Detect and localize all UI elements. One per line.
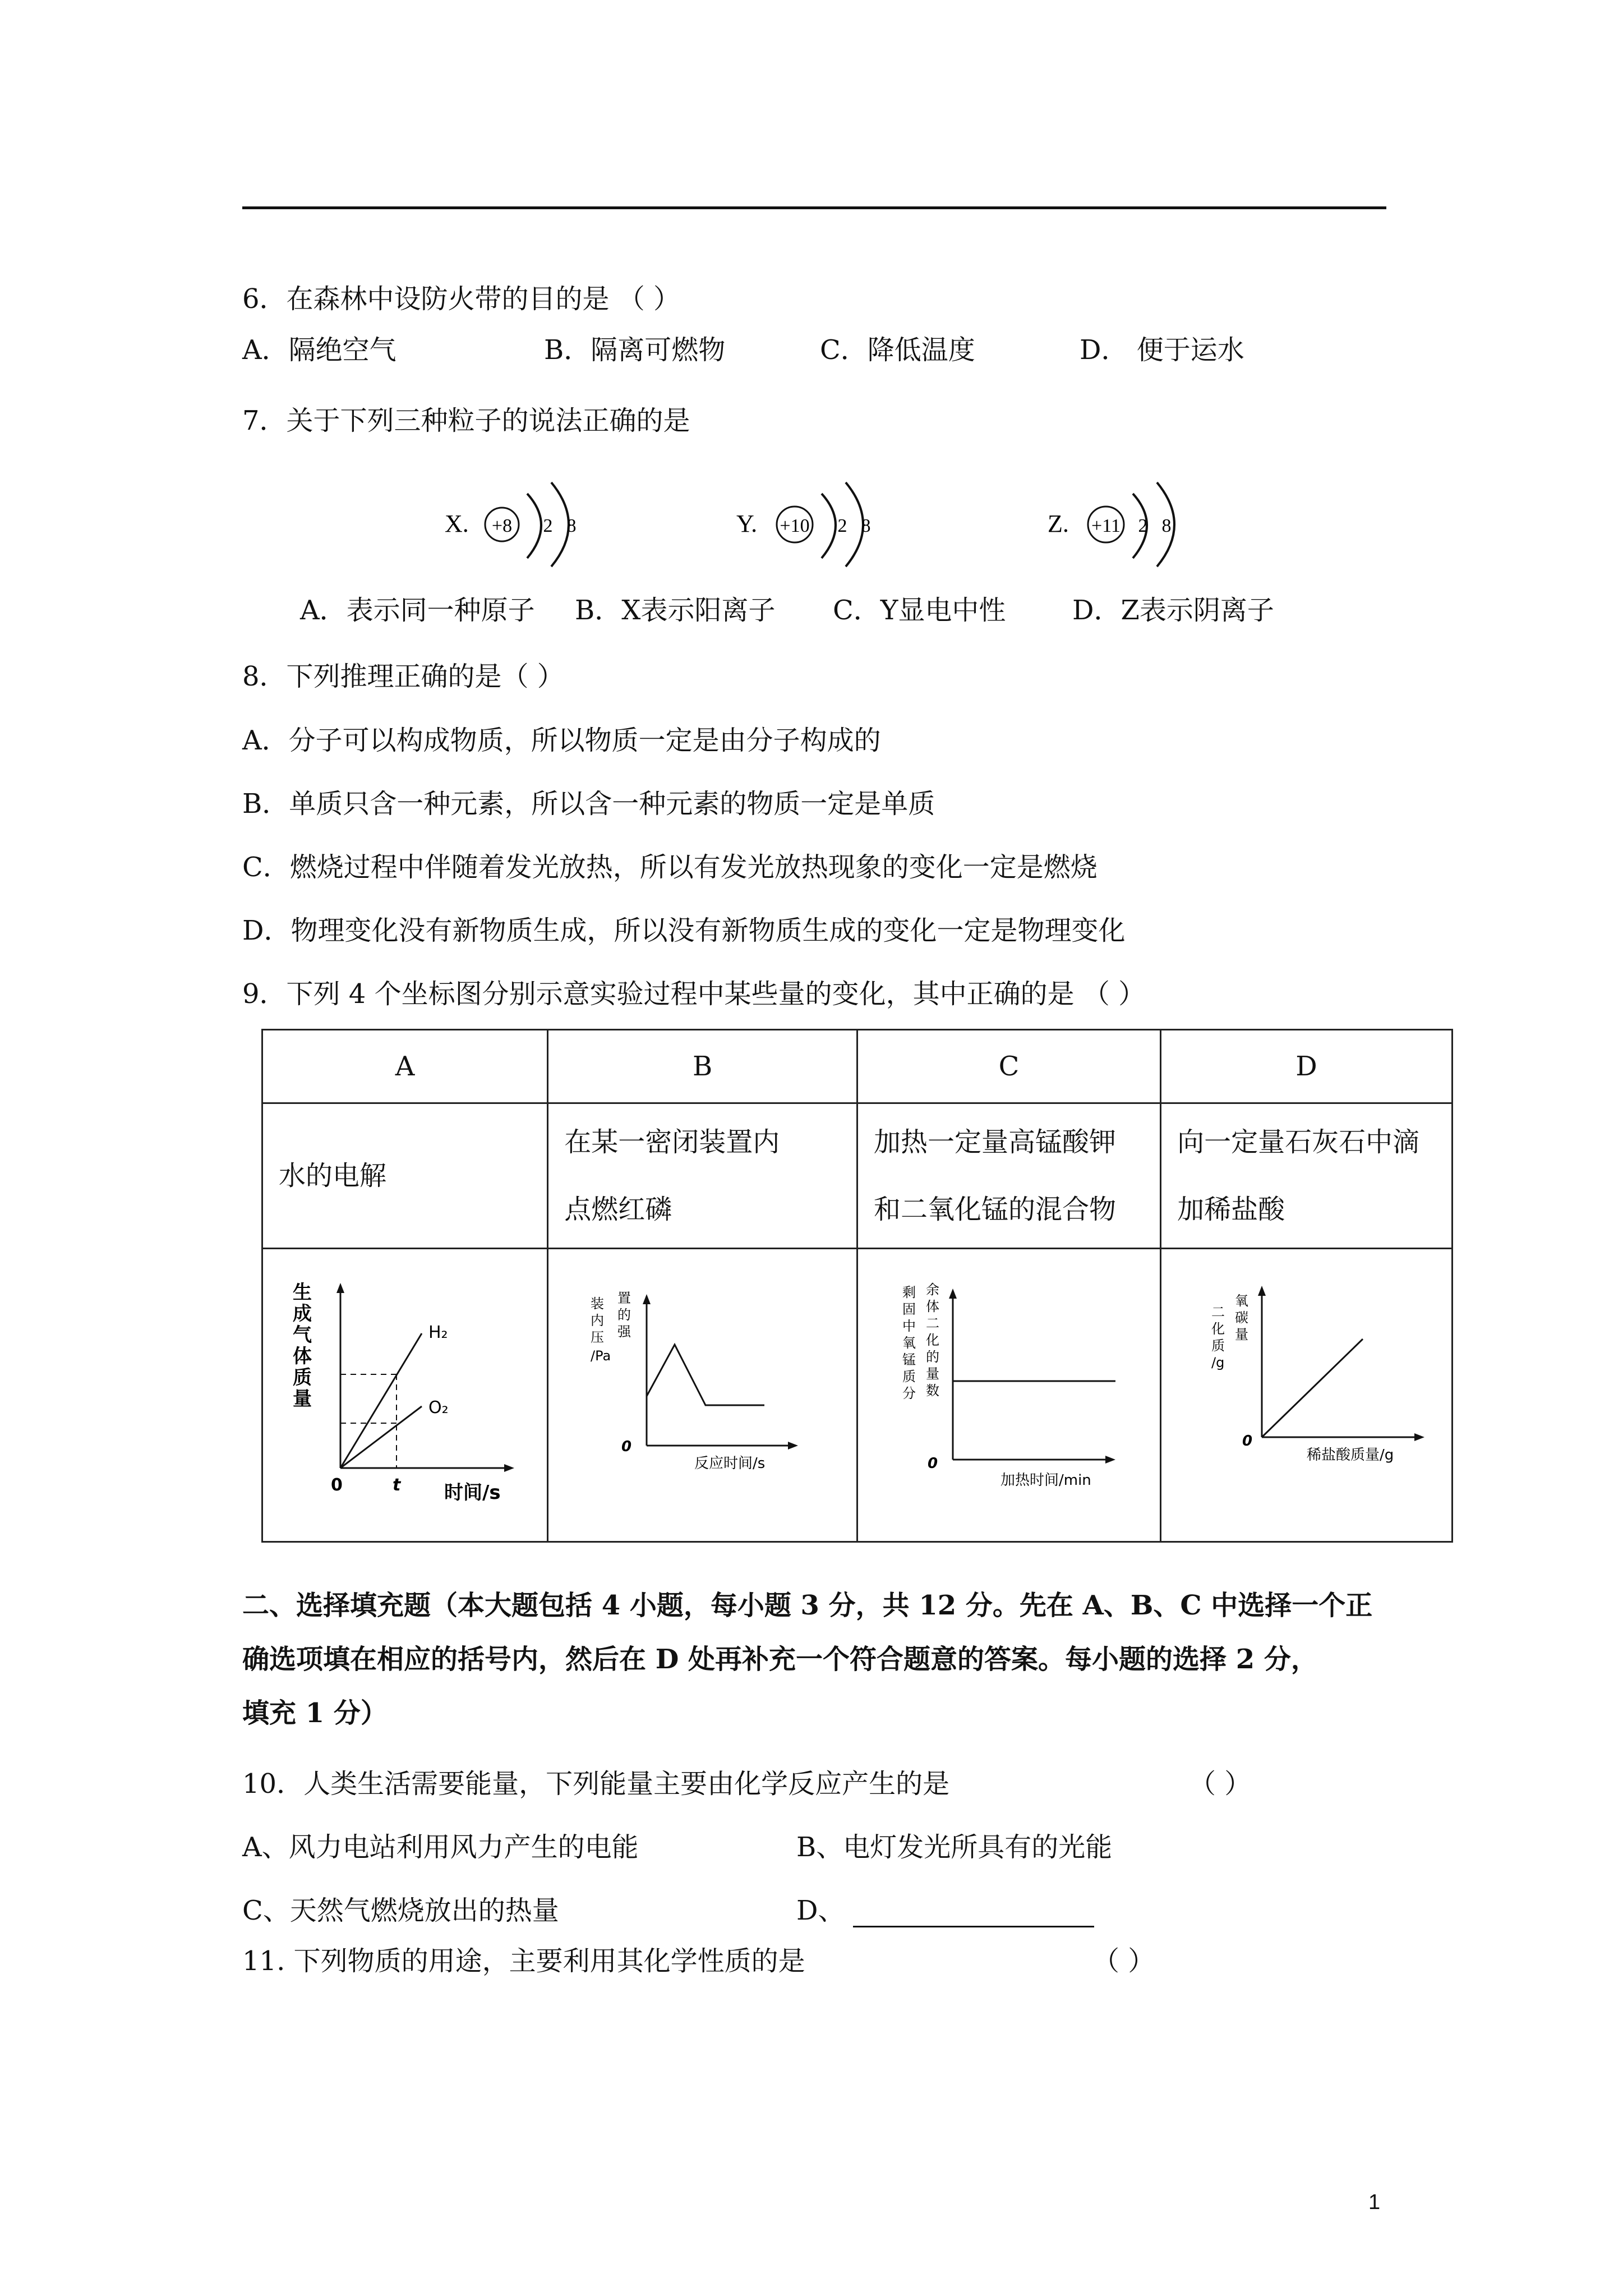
q9-desc-a: [262, 1103, 548, 1249]
graph-c-ylabel-l7: 分: [902, 1386, 916, 1401]
particle-y-shell1: 2: [837, 516, 847, 536]
graph-a-electrolysis: [282, 1266, 528, 1524]
q7-option-a: A．表示同一种原子: [300, 595, 535, 626]
graph-c-ylabel-r6: 量: [926, 1366, 940, 1382]
graph-c-ylabel-l5: 锰: [902, 1352, 916, 1368]
section2-heading-line1: 二、选择填充题（本大题包括 4 小题，每小题 3 分，共 12 分。先在 A、B、C 中选择一个正: [242, 1590, 1373, 1621]
q7-stem: 7．关于下列三种粒子的说法正确的是: [242, 405, 690, 436]
q9-desc-c-line2: 和二氧化锰的混合物: [873, 1194, 1116, 1225]
q8-option-b: B．单质只含一种元素，所以含一种元素的物质一定是单质: [242, 788, 935, 820]
graph-a-h2-label: H₂: [428, 1323, 448, 1342]
q9-desc-d-line2: 加稀盐酸: [1177, 1194, 1285, 1225]
q9-header-a: A: [262, 1030, 548, 1103]
particle-y-shell2: 8: [861, 516, 871, 536]
q9-graph-c-cell: [857, 1249, 1160, 1542]
graph-c-ylabel-l6: 质: [902, 1369, 916, 1384]
graph-a-ylabel-4: 体: [293, 1345, 312, 1368]
section2-heading-line3: 填充 1 分）: [242, 1697, 388, 1729]
graph-d-ylabel-l3: 质: [1211, 1338, 1225, 1354]
graph-c-ylabel-l3: 中: [902, 1318, 916, 1334]
graph-b-ylabel-r1: 置: [617, 1290, 631, 1306]
q10-option-d: [796, 1894, 1094, 1927]
q6-option-d: D． 便于运水: [1080, 334, 1244, 366]
graph-a-ylabel-6: 量: [293, 1388, 312, 1410]
graph-b-ylabel-l3: 压: [590, 1329, 604, 1345]
q9-graph-d-cell: [1161, 1249, 1453, 1542]
particle-x-shell1: 2: [543, 516, 553, 536]
q8-option-a: A．分子可以构成物质，所以物质一定是由分子构成的: [242, 725, 881, 756]
graph-c-ylabel-l1: 剩: [902, 1285, 916, 1300]
q10-stem: 10．人类生活需要能量，下列能量主要由化学反应产生的是: [242, 1768, 950, 1800]
graph-b-yunit: /Pa: [590, 1348, 611, 1364]
graph-b-ylabel-l1: 装: [590, 1296, 604, 1312]
graph-d-ylabel-l2: 化: [1211, 1321, 1225, 1337]
q9-graph-b-cell: [548, 1249, 857, 1542]
q8-stem: 8．下列推理正确的是（ ）: [242, 661, 564, 692]
q11-answer-paren: （ ）: [1092, 1945, 1155, 1977]
graph-c-ylabel-l2: 固: [902, 1301, 916, 1317]
graph-d-co2-mass: [1178, 1266, 1436, 1524]
graph-c-ylabel-r3: 二: [926, 1315, 940, 1331]
graph-d-ylabel-l1: 二: [1211, 1304, 1225, 1320]
graph-a-origin: 0: [331, 1475, 343, 1495]
graph-b-ylabel-r3: 强: [617, 1324, 631, 1340]
atom-structure-z: [1043, 460, 1223, 574]
graph-b-ylabel-l2: 内: [590, 1313, 604, 1328]
q9-desc-b-line2: 点燃红磷: [564, 1194, 672, 1225]
graph-a-ylabel-2: 成: [293, 1303, 312, 1325]
q7-option-b: B．X表示阳离子: [575, 595, 776, 626]
q7-option-d: D．Z表示阴离子: [1072, 595, 1274, 626]
graph-a-o2-label: O₂: [428, 1398, 449, 1418]
page-number: 1: [1368, 2191, 1381, 2214]
q6-option-b: B．隔离可燃物: [544, 334, 726, 366]
graph-c-ylabel-r4: 化: [926, 1332, 940, 1348]
q7-option-c: C．Y显电中性: [833, 595, 1006, 626]
q10-answer-paren: （ ）: [1189, 1768, 1252, 1800]
particle-z-shell2: 8: [1161, 516, 1172, 536]
q9-desc-d: [1161, 1103, 1453, 1249]
q8-option-c: C．燃烧过程中伴随着发光放热，所以有发光放热现象的变化一定是燃烧: [242, 852, 1098, 883]
graph-a-ylabel-1: 生: [293, 1281, 312, 1304]
graph-d-ylabel-r3: 量: [1234, 1327, 1248, 1342]
graph-c-ylabel-r2: 体: [926, 1299, 940, 1314]
graph-b-origin: 0: [621, 1438, 631, 1455]
particle-x-shell2: 8: [566, 516, 577, 536]
graph-c-mno2-fraction: [880, 1266, 1138, 1524]
graph-c-ylabel-r5: 的: [926, 1349, 940, 1365]
graph-c-xlabel: 加热时间/min: [1000, 1472, 1091, 1489]
graph-a-t-mark: t: [393, 1475, 401, 1495]
particle-z-nucleus: +11: [1091, 516, 1121, 536]
q10-option-b: B、电灯发光所具有的光能: [796, 1832, 1113, 1863]
q9-header-d: D: [1161, 1030, 1453, 1103]
q9-graph-a-cell: [262, 1249, 548, 1542]
q9-desc-c-line1: 加热一定量高锰酸钾: [873, 1126, 1116, 1158]
graph-d-ylabel-r2: 碳: [1234, 1310, 1248, 1326]
q9-header-b: B: [548, 1030, 857, 1103]
q10-option-d-label: D、: [796, 1895, 845, 1926]
q9-desc-b: [548, 1103, 857, 1249]
particle-z-label: Z.: [1048, 510, 1069, 537]
graph-d-ylabel-r1: 氧: [1234, 1293, 1248, 1309]
q8-option-d: D．物理变化没有新物质生成，所以没有新物质生成的变化一定是物理变化: [242, 915, 1126, 946]
particle-x-nucleus: +8: [491, 516, 513, 536]
graph-b-pressure: [574, 1266, 832, 1524]
q9-options-table: [261, 1029, 1453, 1543]
graph-d-yunit: /g: [1211, 1355, 1224, 1370]
graph-a-xlabel: 时间/s: [444, 1481, 501, 1504]
q10-option-c: C、天然气燃烧放出的热量: [242, 1895, 559, 1926]
q9-desc-d-line1: 向一定量石灰石中滴: [1177, 1126, 1420, 1158]
q9-header-c: C: [857, 1030, 1160, 1103]
graph-d-xlabel: 稀盐酸质量/g: [1306, 1447, 1394, 1464]
graph-a-ylabel-5: 质: [293, 1366, 312, 1389]
section2-heading-line2: 确选项填在相应的括号内，然后在 D 处再补充一个符合题意的答案。每小题的选择 2 分，: [242, 1644, 1318, 1675]
q10-fill-blank[interactable]: [853, 1900, 1094, 1927]
particle-y-label: Y.: [736, 510, 758, 537]
graph-c-origin: 0: [928, 1455, 938, 1472]
q9-desc-b-line1: 在某一密闭装置内: [564, 1126, 780, 1158]
particle-x-label: X.: [445, 510, 469, 537]
q6-stem: 6．在森林中设防火带的目的是 （ ）: [242, 283, 681, 315]
graph-b-ylabel-r2: 的: [617, 1307, 631, 1323]
particle-z-shell1: 2: [1138, 516, 1148, 536]
atom-structure-y: [732, 460, 911, 574]
q9-desc-c: [857, 1103, 1160, 1249]
graph-a-ylabel-3: 气: [293, 1324, 312, 1346]
graph-b-xlabel: 反应时间/s: [694, 1455, 765, 1472]
q6-option-c: C．降低温度: [820, 334, 975, 366]
graph-c-ylabel-r7: 数: [926, 1383, 940, 1398]
graph-c-ylabel-r1: 余: [926, 1282, 940, 1297]
q10-option-a: A、风力电站利用风力产生的电能: [242, 1832, 639, 1863]
graph-d-origin: 0: [1242, 1433, 1252, 1450]
graph-c-ylabel-l4: 氧: [902, 1335, 916, 1351]
header-rule: [242, 206, 1386, 209]
q9-stem: 9．下列 4 个坐标图分别示意实验过程中某些量的变化，其中正确的是 （ ）: [242, 978, 1146, 1010]
q9-desc-a-line1: 水的电解: [279, 1160, 387, 1191]
particle-y-nucleus: +10: [780, 516, 810, 536]
atom-structure-x: [440, 460, 608, 574]
q6-option-a: A．隔绝空气: [242, 334, 396, 366]
q11-stem: 11. 下列物质的用途，主要利用其化学性质的是: [242, 1945, 805, 1977]
